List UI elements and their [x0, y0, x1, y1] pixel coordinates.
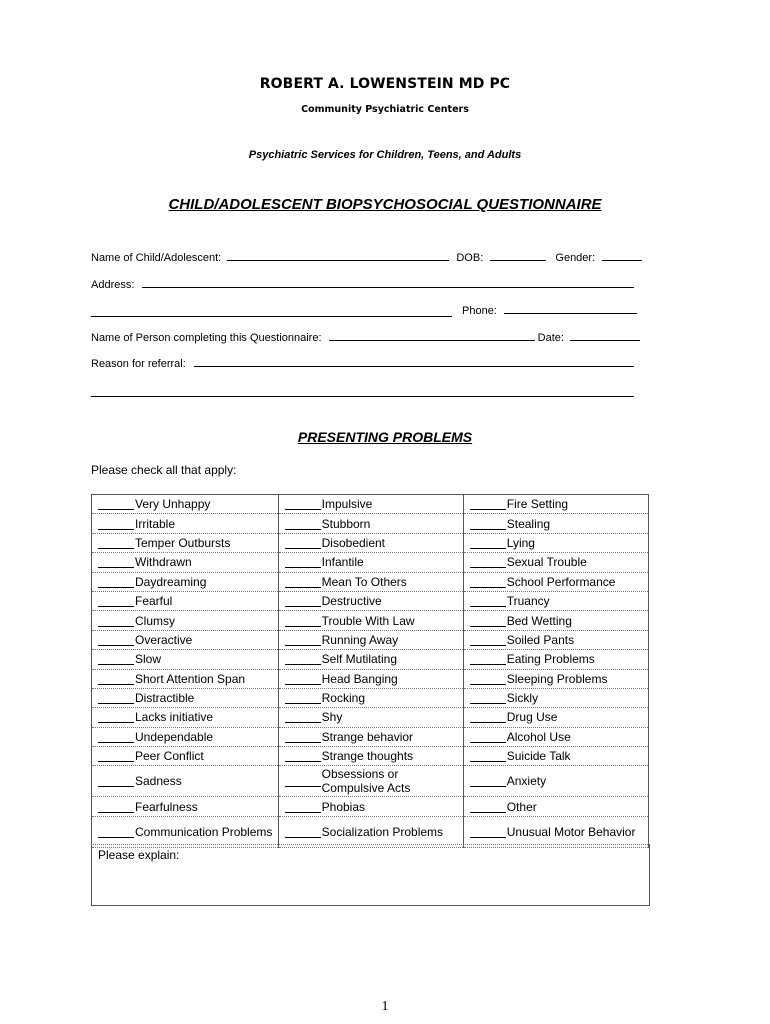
problem-cell	[278, 591, 463, 610]
problem-cell	[463, 816, 648, 847]
problem-label: Undependable	[135, 729, 214, 744]
problem-checkbox-line[interactable]	[98, 576, 134, 588]
date-label: Date:	[537, 332, 564, 344]
problem-cell	[278, 727, 463, 746]
problem-cell	[463, 727, 648, 746]
problem-item	[98, 555, 278, 569]
gender-label: Gender:	[555, 252, 596, 264]
explain-label: Please explain:	[98, 848, 180, 862]
address-label: Address:	[91, 279, 135, 291]
problem-cell	[278, 797, 463, 816]
problem-cell	[92, 708, 279, 727]
problem-cell	[92, 816, 279, 847]
problem-item	[470, 652, 648, 666]
problem-label: Running Away	[321, 632, 399, 647]
problem-cell	[463, 708, 648, 727]
problem-cell	[463, 797, 648, 816]
problem-label: Trouble With Law	[321, 613, 415, 628]
problem-item	[470, 614, 648, 628]
problem-label: Clumsy	[135, 613, 176, 628]
problem-checkbox-line[interactable]	[98, 731, 134, 743]
problem-item	[285, 825, 463, 839]
problem-cell	[463, 747, 648, 766]
problem-checkbox-line[interactable]	[98, 801, 134, 813]
problem-item	[98, 497, 278, 511]
problem-checkbox-line[interactable]	[470, 692, 506, 704]
problem-checkbox-line[interactable]	[470, 731, 506, 743]
problem-item	[470, 691, 648, 705]
problem-checkbox-line[interactable]	[470, 556, 506, 568]
problem-checkbox-line[interactable]	[470, 634, 506, 646]
problem-item	[98, 517, 278, 531]
problem-label: Lying	[506, 535, 535, 550]
problem-label: Fearful	[135, 594, 173, 609]
dob-label: DOB:	[456, 252, 484, 264]
problem-checkbox-line[interactable]	[285, 576, 321, 588]
referral-row	[91, 357, 634, 370]
problem-label: Disobedient	[321, 535, 386, 550]
problem-row	[92, 495, 649, 514]
problem-label: Eating Problems	[506, 652, 595, 667]
problem-label: Bed Wetting	[506, 613, 572, 628]
problem-label: Other	[506, 799, 537, 814]
date-field[interactable]	[570, 331, 640, 341]
problem-item	[98, 730, 278, 744]
address-row	[91, 278, 634, 291]
problem-checkbox-line[interactable]	[98, 537, 134, 549]
problem-label: Daydreaming	[135, 574, 207, 589]
problem-item	[285, 672, 463, 686]
problem-cell	[463, 495, 648, 514]
problem-label: Infantile	[321, 555, 364, 570]
problem-item	[470, 749, 648, 763]
problem-row	[92, 669, 649, 688]
problem-checkbox-line[interactable]	[98, 826, 134, 838]
problem-label: Peer Conflict	[135, 749, 204, 764]
problem-checkbox-line[interactable]	[98, 556, 134, 568]
problem-item	[470, 575, 648, 589]
problem-checkbox-line[interactable]	[470, 673, 506, 685]
problem-checkbox-line[interactable]	[470, 653, 506, 665]
problem-item	[285, 749, 463, 763]
problem-checkbox-line[interactable]	[285, 711, 321, 723]
problem-checkbox-line[interactable]	[98, 750, 134, 762]
child-info-row	[91, 251, 642, 264]
problem-label: Truancy	[506, 594, 550, 609]
problem-item	[98, 633, 278, 647]
problem-row	[92, 766, 649, 797]
problem-cell	[92, 611, 279, 630]
problem-item	[98, 594, 278, 608]
problem-item	[285, 575, 463, 589]
problem-checkbox-line[interactable]	[98, 692, 134, 704]
problem-cell	[278, 766, 463, 797]
problem-cell	[278, 688, 463, 707]
problem-item	[285, 691, 463, 705]
problem-item	[470, 710, 648, 724]
problem-item	[98, 749, 278, 763]
completer-row	[91, 331, 640, 344]
problem-checkbox-line[interactable]	[98, 775, 134, 787]
problem-label: Stealing	[506, 516, 551, 531]
problem-label: Mean To Others	[321, 574, 407, 589]
problem-cell	[278, 650, 463, 669]
problem-checkbox-line[interactable]	[470, 615, 506, 627]
problem-cell	[278, 495, 463, 514]
problem-cell	[278, 708, 463, 727]
problem-checkbox-line[interactable]	[98, 498, 134, 510]
problem-checkbox-line[interactable]	[470, 711, 506, 723]
problem-row	[92, 650, 649, 669]
problem-checkbox-line[interactable]	[285, 537, 321, 549]
problem-label: Shy	[321, 710, 343, 725]
problem-cell	[278, 630, 463, 649]
problem-cell	[92, 669, 279, 688]
problem-label: Head Banging	[321, 671, 398, 686]
problem-checkbox-line[interactable]	[98, 653, 134, 665]
dob-field[interactable]	[490, 251, 546, 261]
problem-checkbox-line[interactable]	[470, 498, 506, 510]
problem-cell	[463, 533, 648, 552]
problem-cell	[278, 572, 463, 591]
practice-subtitle: Community Psychiatric Centers	[301, 104, 469, 115]
problem-item	[470, 774, 648, 788]
problem-label: Fearfulness	[135, 799, 198, 814]
problem-checkbox-line[interactable]	[470, 750, 506, 762]
problem-label: Impulsive	[321, 497, 373, 512]
problem-item	[470, 517, 648, 531]
referral-line-2[interactable]	[91, 396, 634, 397]
problem-checkbox-line[interactable]	[470, 801, 506, 813]
problem-label: Obsessions or Compulsive Acts	[321, 767, 411, 796]
address-field[interactable]	[142, 278, 634, 288]
problem-checkbox-line[interactable]	[285, 692, 321, 704]
problem-cell	[92, 533, 279, 552]
problem-row	[92, 591, 649, 610]
problem-cell	[463, 630, 648, 649]
problem-checkbox-line[interactable]	[470, 775, 506, 787]
problem-checkbox-line[interactable]	[285, 750, 321, 762]
problem-checkbox-line[interactable]	[98, 518, 134, 530]
problem-item	[98, 575, 278, 589]
problem-label: Strange thoughts	[321, 749, 414, 764]
problem-label: Fire Setting	[506, 497, 569, 512]
problem-cell	[92, 572, 279, 591]
problem-cell	[463, 688, 648, 707]
problem-row	[92, 708, 649, 727]
problem-item	[285, 517, 463, 531]
problem-cell	[463, 553, 648, 572]
problem-item	[98, 672, 278, 686]
presenting-problems-title: PRESENTING PROBLEMS	[297, 429, 473, 445]
problem-cell	[463, 591, 648, 610]
problem-item	[470, 672, 648, 686]
problem-cell	[92, 650, 279, 669]
check-instruction: Please check all that apply:	[91, 463, 237, 477]
problem-row	[92, 747, 649, 766]
problem-row	[92, 797, 649, 816]
problem-item	[470, 825, 648, 839]
problem-row	[92, 630, 649, 649]
problem-label: Alcohol Use	[506, 729, 571, 744]
problem-label: Phobias	[321, 799, 366, 814]
problem-checkbox-line[interactable]	[285, 634, 321, 646]
problem-row	[92, 572, 649, 591]
problem-item	[470, 594, 648, 608]
problem-row	[92, 514, 649, 533]
problem-row	[92, 727, 649, 746]
problem-checkbox-line[interactable]	[285, 801, 321, 813]
problem-cell	[278, 533, 463, 552]
problem-item	[470, 555, 648, 569]
problem-label: Temper Outbursts	[135, 535, 231, 550]
problem-item	[285, 633, 463, 647]
problem-item	[470, 633, 648, 647]
problem-label: Communication Problems	[135, 824, 273, 839]
problem-label: Destructive	[321, 594, 382, 609]
problem-checkbox-line[interactable]	[98, 673, 134, 685]
problem-item	[285, 536, 463, 550]
problem-checkbox-line[interactable]	[285, 731, 321, 743]
services-tagline: Psychiatric Services for Children, Teens, and Adults	[248, 149, 522, 161]
problem-label: Sadness	[135, 774, 182, 789]
problem-cell	[278, 514, 463, 533]
problem-checkbox-line[interactable]	[285, 556, 321, 568]
completer-label: Name of Person completing this Questionnaire:	[91, 332, 322, 344]
problem-cell	[92, 495, 279, 514]
practice-name: ROBERT A. LOWENSTEIN MD PC	[259, 76, 511, 92]
problem-cell	[463, 611, 648, 630]
problem-item	[285, 767, 463, 795]
problem-cell	[278, 816, 463, 847]
problem-label: Lacks initiative	[135, 710, 214, 725]
problem-cell	[463, 669, 648, 688]
problem-cell	[278, 669, 463, 688]
problem-cell	[463, 572, 648, 591]
problem-cell	[463, 650, 648, 669]
referral-label: Reason for referral:	[91, 358, 186, 370]
problem-checkbox-line[interactable]	[285, 673, 321, 685]
problem-checkbox-line[interactable]	[470, 595, 506, 607]
problem-cell	[463, 514, 648, 533]
problem-item	[98, 825, 278, 839]
problem-item	[98, 536, 278, 550]
problem-label: School Performance	[506, 574, 616, 589]
phone-field[interactable]	[504, 304, 637, 314]
problem-label: Distractible	[135, 691, 195, 706]
child-name-label: Name of Child/Adolescent:	[91, 252, 222, 264]
completer-field[interactable]	[329, 331, 535, 341]
problem-item	[98, 652, 278, 666]
problem-cell	[278, 553, 463, 572]
problem-checkbox-line[interactable]	[98, 595, 134, 607]
phone-label: Phone:	[462, 305, 497, 317]
phone-row	[462, 304, 637, 317]
problem-item	[285, 555, 463, 569]
problem-item	[285, 710, 463, 724]
problem-label: Slow	[135, 652, 162, 667]
problem-checkbox-line[interactable]	[470, 826, 506, 838]
problem-item	[285, 614, 463, 628]
problem-checkbox-line[interactable]	[470, 537, 506, 549]
problem-item	[470, 730, 648, 744]
problem-checkbox-line[interactable]	[285, 498, 321, 510]
problem-cell	[92, 766, 279, 797]
problem-row	[92, 688, 649, 707]
problem-item	[285, 497, 463, 511]
problem-checkbox-line[interactable]	[470, 576, 506, 588]
problem-label: Sleeping Problems	[506, 671, 608, 686]
explain-box[interactable]	[91, 844, 650, 906]
problem-cell	[92, 797, 279, 816]
problem-checkbox-line[interactable]	[98, 634, 134, 646]
problem-checkbox-line[interactable]	[285, 615, 321, 627]
problem-cell	[92, 727, 279, 746]
presenting-problems-table	[91, 494, 649, 848]
problem-checkbox-line[interactable]	[470, 518, 506, 530]
problem-checkbox-line[interactable]	[285, 518, 321, 530]
problem-item	[98, 691, 278, 705]
problem-label: Drug Use	[506, 710, 558, 725]
problem-row	[92, 816, 649, 847]
problem-cell	[92, 630, 279, 649]
problem-label: Overactive	[135, 632, 193, 647]
page-number: 1	[381, 999, 389, 1014]
problem-label: Stubborn	[321, 516, 371, 531]
problem-row	[92, 533, 649, 552]
problem-item	[285, 730, 463, 744]
problem-row	[92, 553, 649, 572]
problem-checkbox-line[interactable]	[285, 653, 321, 665]
problem-cell	[92, 553, 279, 572]
problem-cell	[92, 747, 279, 766]
form-title: CHILD/ADOLESCENT BIOPSYCHOSOCIAL QUESTIONNAIRE	[168, 196, 602, 213]
problem-label: Socialization Problems	[321, 824, 444, 839]
problem-cell	[92, 591, 279, 610]
problem-checkbox-line[interactable]	[285, 595, 321, 607]
address-line-2[interactable]	[91, 316, 452, 317]
problem-item	[98, 774, 278, 788]
problem-label: Sickly	[506, 691, 539, 706]
problem-item	[285, 652, 463, 666]
problem-label: Self Mutilating	[321, 652, 398, 667]
problem-label: Short Attention Span	[135, 671, 246, 686]
problem-item	[285, 594, 463, 608]
problem-label: Very Unhappy	[135, 497, 211, 512]
problem-label: Withdrawn	[135, 555, 192, 570]
problem-row	[92, 611, 649, 630]
problem-cell	[92, 514, 279, 533]
problem-item	[98, 800, 278, 814]
problem-item	[470, 497, 648, 511]
referral-field[interactable]	[194, 357, 634, 367]
problem-item	[470, 536, 648, 550]
problem-item	[470, 800, 648, 814]
problem-label: Suicide Talk	[506, 749, 571, 764]
problem-label: Sexual Trouble	[506, 555, 587, 570]
problem-item	[285, 800, 463, 814]
problem-label: Rocking	[321, 691, 365, 706]
problem-cell	[278, 747, 463, 766]
problem-checkbox-line[interactable]	[98, 615, 134, 627]
problem-item	[98, 710, 278, 724]
problem-label: Irritable	[135, 516, 176, 531]
problem-checkbox-line[interactable]	[285, 826, 321, 838]
gender-field[interactable]	[602, 251, 642, 261]
child-name-field[interactable]	[227, 251, 449, 261]
problem-label: Unusual Motor Behavior	[506, 824, 636, 839]
problem-checkbox-line[interactable]	[285, 775, 321, 787]
problem-cell	[463, 766, 648, 797]
problem-label: Strange behavior	[321, 729, 414, 744]
problem-label: Anxiety	[506, 774, 547, 789]
problem-item	[98, 614, 278, 628]
problem-cell	[278, 611, 463, 630]
problem-cell	[92, 688, 279, 707]
problem-checkbox-line[interactable]	[98, 711, 134, 723]
problem-label: Soiled Pants	[506, 632, 575, 647]
